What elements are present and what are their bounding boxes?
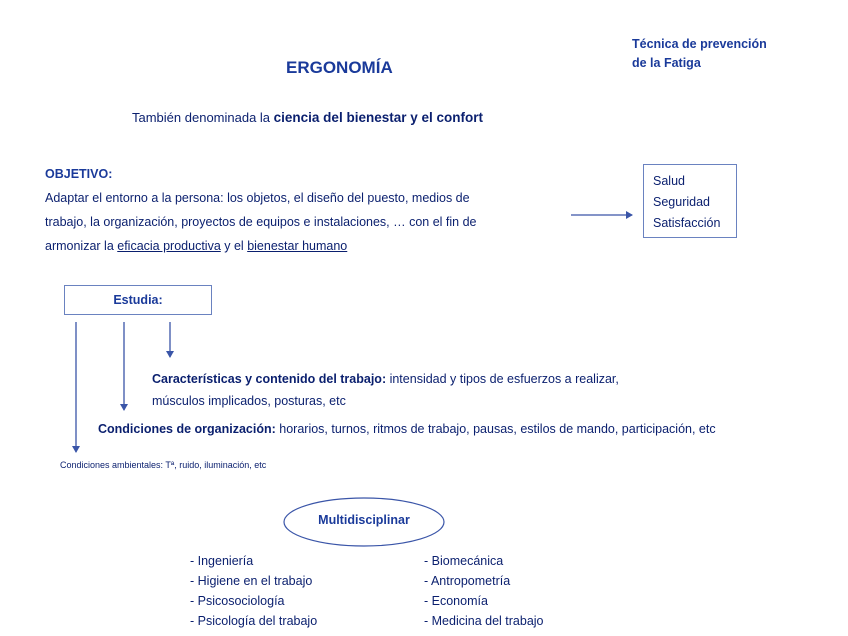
technique-line-2: de la Fatiga <box>632 56 701 70</box>
discipline-item: - Psicología del trabajo <box>190 614 318 628</box>
study-characteristics-line-1 <box>152 368 619 390</box>
discipline-item: - Higiene en el trabajo <box>190 574 313 588</box>
study-characteristics-text: intensidad y tipos de esfuerzos a realizar, <box>386 372 619 386</box>
subtitle <box>132 110 483 125</box>
discipline-item: - Medicina del trabajo <box>424 614 544 628</box>
study-characteristics-line-2: músculos implicados, posturas, etc <box>152 394 346 408</box>
discipline-item: - Ingeniería <box>190 554 254 568</box>
multidisciplinary-label: Multidisciplinar <box>318 513 410 527</box>
study-characteristics-heading: Características y contenido del trabajo: <box>152 372 387 386</box>
outcomes-box <box>643 164 737 238</box>
disciplines-left <box>190 551 317 631</box>
objective-heading: OBJETIVO: <box>45 167 113 181</box>
discipline-item: - Psicosociología <box>190 594 285 608</box>
disciplines-right <box>424 551 544 631</box>
objective-line-3-prefix: armonizar la <box>45 239 118 253</box>
discipline-item: - Economía <box>424 594 488 608</box>
outcome-item: Satisfacción <box>653 216 721 230</box>
study-organization-text: horarios, turnos, ritmos de trabajo, pausas, estilos de mando, participación, etc <box>275 422 716 436</box>
subtitle-prefix: También denominada la <box>132 110 274 125</box>
discipline-item: - Antropometría <box>424 574 511 588</box>
outcome-item: Salud <box>653 174 685 188</box>
objective-line-2: trabajo, la organización, proyectos de equipos e instalaciones, … con el fin de <box>45 215 477 229</box>
technique-note <box>632 35 767 73</box>
productive-efficiency-term: eficacia productiva <box>117 239 221 253</box>
study-organization-heading: Condiciones de organización: <box>98 422 276 436</box>
outcome-item: Seguridad <box>653 195 710 209</box>
study-characteristics <box>152 368 619 412</box>
studies-box: Estudia: <box>64 285 212 315</box>
objective-text <box>45 186 477 258</box>
technique-line-1: Técnica de prevención <box>632 37 767 51</box>
objective-line-3 <box>45 234 477 258</box>
objective-line-1: Adaptar el entorno a la persona: los objetos, el diseño del puesto, medios de <box>45 191 470 205</box>
study-environment: Condiciones ambientales: Tª, ruido, iluminación, etc <box>60 460 267 470</box>
discipline-item: - Biomecánica <box>424 554 504 568</box>
objective-line-3-mid: y el <box>220 239 248 253</box>
page-title: ERGONOMÍA <box>286 58 393 77</box>
human-wellbeing-term: bienestar humano <box>247 239 348 253</box>
subtitle-bold: ciencia del bienestar y el confort <box>273 110 483 125</box>
study-organization <box>98 422 716 436</box>
